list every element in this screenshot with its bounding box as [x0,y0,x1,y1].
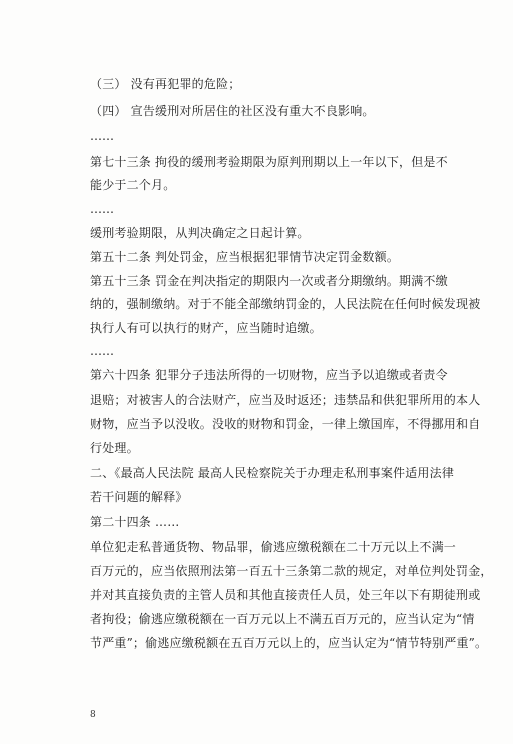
page-number: 8 [90,710,96,720]
ellipsis-line: …… [90,129,114,143]
text-line: 缓刑考验期限，从判决确定之日起计算。 [90,226,310,240]
text-line: 第五十三条 罚金在判决指定的期限内一次或者分期缴纳。期满不缴 [90,274,448,288]
text-line: 者拘役；偷逃应缴税额在一百万元以上不满五百万元的，应当认定为“情 [90,612,475,626]
text-line: 财物，应当予以没收。没收的财物和罚金，一律上缴国库，不得挪用和自 [90,417,481,431]
text-line: 能少于二个月。 [90,178,176,192]
text-line: 节严重”；偷逃应缴税额在五百万元以上的，应当认定为“情节特别严重”。 [90,636,488,650]
text-line: 第七十三条 拘役的缓刑考验期限为原判刑期以上一年以下，但是不 [90,155,448,169]
text-line: （三） 没有再犯罪的危险； [90,77,241,91]
text-line: （四） 宣告缓刑对所居住的社区没有重大不良影响。 [90,104,375,118]
text-line: 并对其直接负责的主管人员和其他直接责任人员，处三年以下有期徒刑或 [90,588,481,602]
text-line: 第五十二条 判处罚金，应当根据犯罪情节决定罚金数额。 [90,250,400,264]
text-line: 行处理。 [90,441,139,455]
text-line: 纳的，强制缴纳。对于不能全部缴纳罚金的，人民法院在任何时候发现被 [90,297,481,311]
section-heading: 若干问题的解释》 [90,490,188,504]
ellipsis-line: …… [90,202,114,216]
section-heading: 二、《最高人民法院 最高人民检察院关于办理走私刑事案件适用法律 [90,466,455,480]
text-line: 退赔；对被害人的合法财产，应当及时返还；违禁品和供犯罪所用的本人 [90,393,481,407]
ellipsis-line: …… [90,344,114,358]
text-line: 第二十四条 …… [90,515,180,529]
text-line: 第六十四条 犯罪分子违法所得的一切财物，应当予以追缴或者责令 [90,368,448,382]
text-line: 百万元的，应当依照刑法第一百五十三条第二款的规定，对单位判处罚金， [90,564,493,578]
text-line: 单位犯走私普通货物、物品罪，偷逃应缴税额在二十万元以上不满一 [90,540,457,554]
text-line: 执行人有可以执行的财产，应当随时追缴。 [90,321,322,335]
